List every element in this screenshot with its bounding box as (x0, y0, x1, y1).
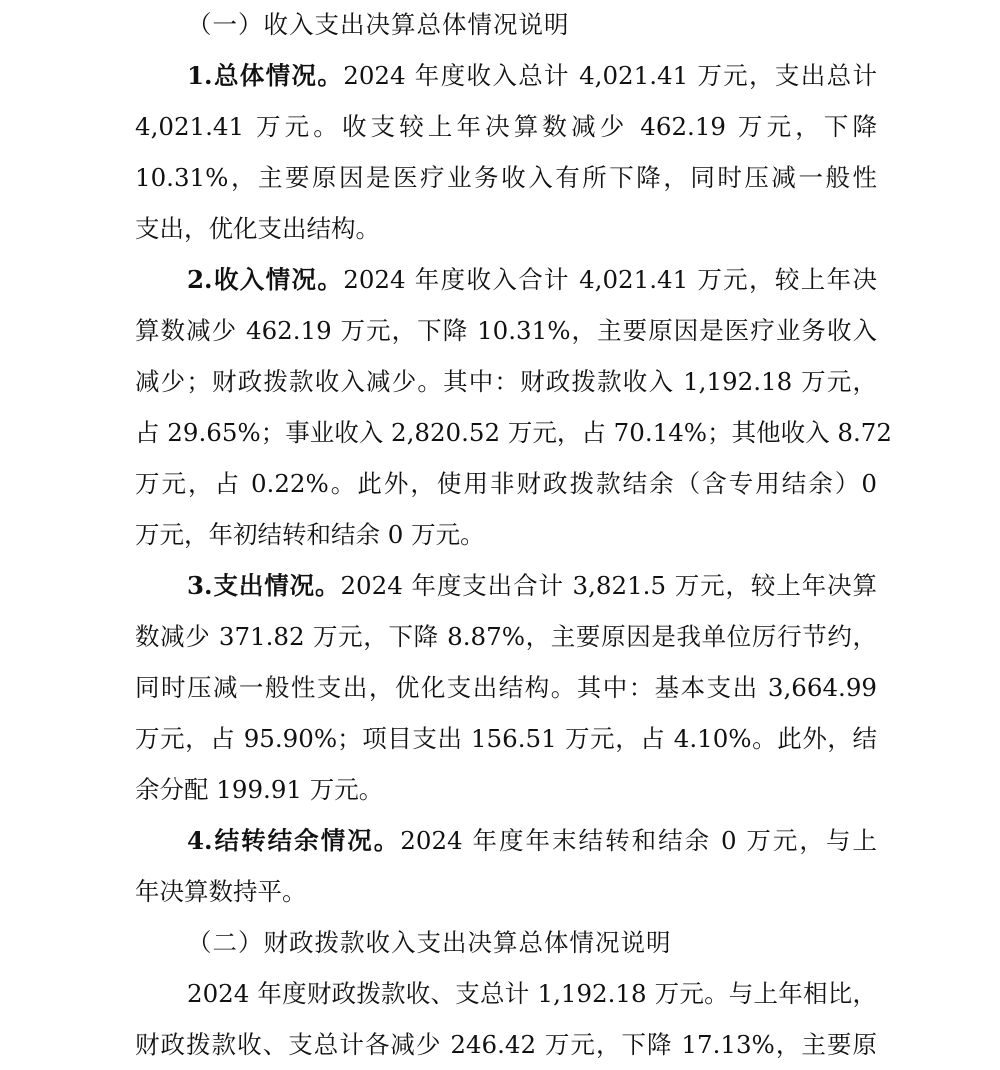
document-page (135, 0, 892, 1070)
paragraph-line: 同时压减一般性支出，优化支出结构。其中：基本支出 3,664.99 (135, 673, 877, 702)
paragraph-line: 4,021.41 万元。收支较上年决算数减少 462.19 万元，下降 (135, 112, 877, 141)
paragraph-text: 2024 年度收入总计 4,021.41 万元，支出总计 (343, 61, 877, 90)
paragraph-expenditure (135, 560, 877, 815)
paragraph-line: 10.31%，主要原因是医疗业务收入有所下降，同时压减一般性 (135, 163, 877, 192)
paragraph-text: 2024 年度支出合计 3,821.5 万元，较上年决算 (340, 571, 877, 600)
paragraph-line: 减少；财政拨款收入减少。其中：财政拨款收入 1,192.18 万元， (135, 367, 877, 396)
section-heading-2: （二）财政拨款收入支出决算总体情况说明 (187, 928, 672, 957)
paragraph-line: 万元，占 95.90%；项目支出 156.51 万元，占 4.10%。此外，结 (135, 724, 877, 753)
paragraph-overall (135, 50, 877, 254)
paragraph-line: 2024 年度财政拨款收、支总计 1,192.18 万元。与上年相比， (187, 979, 877, 1008)
paragraph-label: 3.支出情况。 (187, 571, 341, 600)
paragraph-label: 1.总体情况。 (187, 61, 344, 90)
paragraph-line: 万元，占 0.22%。此外，使用非财政拨款结余（含专用结余）0 (135, 469, 877, 498)
paragraph-line (135, 50, 877, 101)
paragraph-label: 2.收入情况。 (187, 265, 344, 294)
paragraph-text: 2024 年度收入合计 4,021.41 万元，较上年决 (343, 265, 877, 294)
paragraph-income (135, 254, 892, 560)
paragraph-label: 4.结转结余情况。 (187, 826, 401, 855)
paragraph-line (135, 254, 877, 305)
section-heading-1: （一）收入支出决算总体情况说明 (187, 10, 570, 39)
paragraph-line: 数减少 371.82 万元，下降 8.87%，主要原因是我单位厉行节约， (135, 622, 877, 651)
paragraph-line: 万元，年初结转和结余 0 万元。 (135, 520, 485, 549)
paragraph-carryover (135, 815, 877, 917)
paragraph-line: 年决算数持平。 (135, 877, 307, 906)
paragraph-line: 支出，优化支出结构。 (135, 214, 380, 243)
paragraph-text: 2024 年度年末结转和结余 0 万元，与上 (400, 826, 877, 855)
paragraph-line: 财政拨款收、支总计各减少 246.42 万元，下降 17.13%，主要原 (135, 1030, 877, 1059)
paragraph-line: 余分配 199.91 万元。 (135, 775, 384, 804)
paragraph-line: 占 29.65%；事业收入 2,820.52 万元，占 70.14%；其他收入 8.72 (135, 418, 892, 447)
paragraph-fiscal-appropriation (135, 968, 877, 1070)
paragraph-line (135, 815, 877, 866)
paragraph-line: 算数减少 462.19 万元，下降 10.31%，主要原因是医疗业务收入 (135, 316, 877, 345)
paragraph-line (135, 560, 877, 611)
